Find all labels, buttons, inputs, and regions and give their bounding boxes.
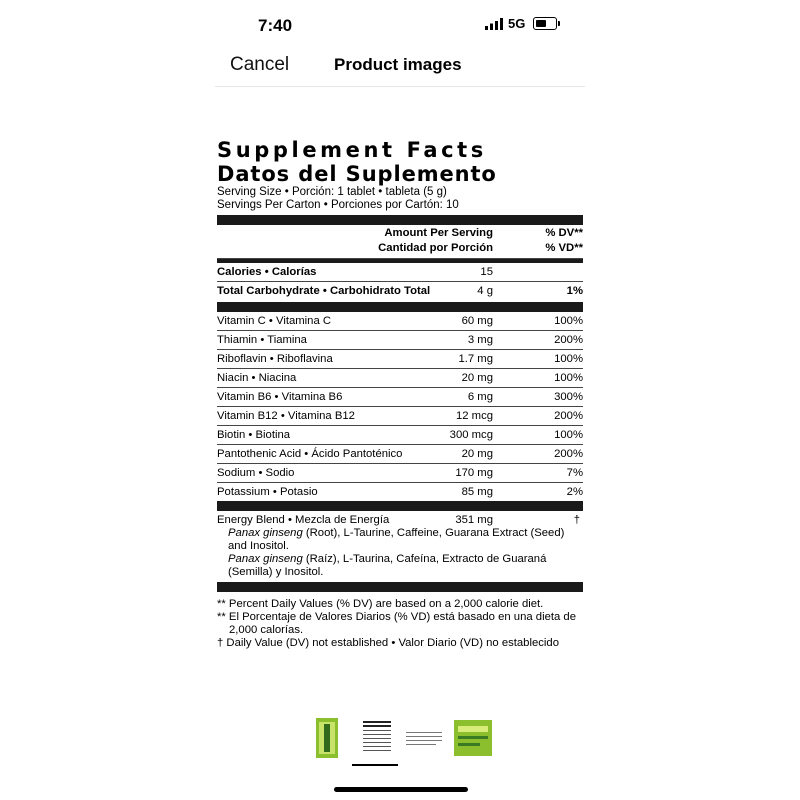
dv-header-es: % VD**	[545, 242, 583, 254]
thumbnail-strip	[300, 718, 540, 763]
servings-per-carton: Servings Per Carton • Porciones por Cartón: 10	[217, 199, 459, 211]
table-row: Calories • Calorías 15	[217, 263, 583, 282]
footnote-dagger: † Daily Value (DV) not established • Valor Diario (VD) no establecido	[217, 637, 559, 649]
table-row: Pantothenic Acid • Ácido Pantoténico 20 mg 200%	[217, 445, 583, 464]
network-type: 5G	[508, 16, 526, 31]
page-title: Product images	[334, 55, 462, 74]
divider-thick	[217, 302, 583, 312]
battery-icon	[533, 17, 557, 30]
table-row: Niacin • Niacina 20 mg 100%	[217, 369, 583, 388]
label-title-en: Supplement Facts	[217, 138, 487, 162]
footnote-dv: ** Percent Daily Values (% DV) are based on a 2,000 calorie diet.	[217, 598, 544, 610]
table-row: Vitamin C • Vitamina C 60 mg 100%	[217, 312, 583, 331]
thumbnail-supplement-facts[interactable]	[360, 718, 394, 758]
cellular-signal-icon	[485, 18, 505, 30]
footnotes	[217, 592, 583, 650]
cancel-button[interactable]: Cancel	[230, 54, 290, 75]
blend-dv: †	[573, 514, 580, 526]
energy-blend	[217, 511, 583, 582]
blend-name: Energy Blend • Mezcla de Energía	[217, 514, 390, 526]
table-row: Sodium • Sodio 170 mg 7%	[217, 464, 583, 483]
serving-info	[217, 186, 583, 212]
blend-amount: 351 mg	[455, 514, 493, 526]
serving-size: Serving Size • Porción: 1 tablet • tableta (5 g)	[217, 186, 447, 198]
thumbnail-product-box[interactable]	[316, 718, 338, 758]
divider-thick	[217, 215, 583, 225]
divider-thick	[217, 582, 583, 592]
divider-thick	[217, 501, 583, 511]
blend-ingredients-en: Panax ginseng (Root), L-Taurine, Caffeine, Guarana Extract (Seed) and Inositol.	[228, 527, 565, 552]
amount-header-en: Amount Per Serving	[384, 227, 493, 239]
table-row: Vitamin B6 • Vitamina B6 6 mg 300%	[217, 388, 583, 407]
table-row: Vitamin B12 • Vitamina B12 12 mcg 200%	[217, 407, 583, 426]
footnote-vd-cont: 2,000 calorías.	[229, 624, 304, 636]
table-row: Thiamin • Tiamina 3 mg 200%	[217, 331, 583, 350]
status-time: 7:40	[258, 16, 293, 35]
selected-thumbnail-indicator	[352, 764, 398, 766]
dv-header-en: % DV**	[545, 227, 583, 239]
blend-ingredients-es: Panax ginseng (Raíz), L-Taurina, Cafeína, Extracto de Guaraná (Semilla) y Inositol.	[228, 553, 547, 578]
table-row: Potassium • Potasio 85 mg 2%	[217, 486, 583, 498]
status-bar	[215, 0, 585, 48]
nav-bar	[215, 48, 585, 87]
column-header	[217, 225, 583, 259]
footnote-vd: ** El Porcentaje de Valores Diarios (% VD) está basado en una dieta de	[217, 611, 576, 623]
supplement-facts-image	[217, 138, 583, 650]
home-indicator[interactable]	[334, 787, 468, 792]
table-row: Biotin • Biotina 300 mcg 100%	[217, 426, 583, 445]
thumbnail-text-panel[interactable]	[404, 728, 444, 750]
table-row: Riboflavin • Riboflavina 1.7 mg 100%	[217, 350, 583, 369]
table-row: Total Carbohydrate • Carbohidrato Total 4 g 1%	[217, 285, 583, 297]
label-title-es: Datos del Suplemento	[217, 162, 497, 186]
amount-header-es: Cantidad por Porción	[378, 242, 493, 254]
thumbnail-product-pack[interactable]	[454, 720, 492, 756]
